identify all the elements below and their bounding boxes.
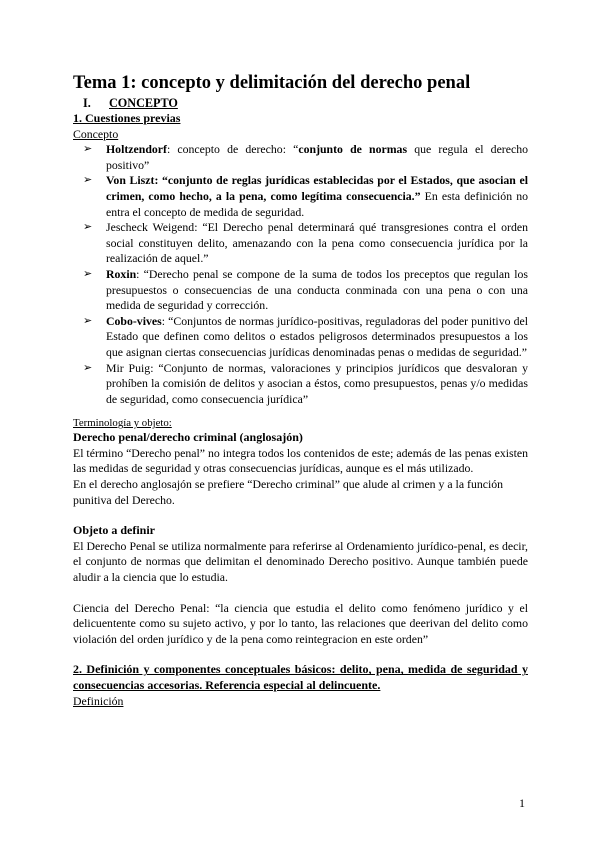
terminology-paragraph-1: El término “Derecho penal” no integra todos los contenidos de este; además de las penas existen las medidas de seguridad y otras consecuencias jurídicas, aunque es el más utilizado.: [73, 445, 529, 476]
author-name: Mir Puig: [106, 360, 151, 375]
arrow-bullet-icon: ➢: [83, 221, 93, 234]
objeto-paragraph-1: El Derecho Penal se utiliza normalmente para referirse al Ordenamiento jurídico-penal, es decir, el conjunto de normas que delimitan el denominado Derecho positivo. Aunque también puede aludir a la ciencia que lo estudia.: [73, 538, 528, 585]
quote-bold: “conjunto de reglas jurídicas establecidas por el Estados, que asocian el crimen, como hecho, a la pena, como legítima consecuencia.”: [106, 173, 528, 203]
section-numeral: I.: [83, 96, 91, 110]
author-name: Von Liszt: [106, 173, 155, 188]
list-item: [73, 220, 528, 267]
separator: : concepto de derecho: “: [166, 142, 299, 157]
definitions-list: [73, 142, 528, 407]
list-item: [73, 267, 528, 314]
quote-bold: conjunto de normas: [298, 142, 408, 157]
objeto-paragraph-2: Ciencia del Derecho Penal: “la ciencia que estudia el delito como fenómeno jurídico y el delicuentente como su sujeto activo, y por lo tanto, las relaciones que deerivan del delito como violación del orden jurídico y de la pena como reintegracion en este orden”: [73, 600, 528, 646]
page-title: Tema 1: concepto y delimitación del derecho penal: [73, 73, 471, 93]
spacer: [73, 508, 528, 523]
terminology-heading: Derecho penal/derecho criminal (anglosajón): [73, 430, 303, 445]
list-item: [73, 361, 528, 408]
separator: : “: [136, 266, 149, 281]
quote-text: En esta definición no entra el concepto de medida de seguridad.: [106, 188, 528, 219]
terminology-label: Terminología y objeto:: [73, 417, 172, 430]
arrow-bullet-icon: ➢: [83, 174, 93, 187]
terminology-paragraph-2: En el derecho anglosajón se prefiere “Derecho criminal” que alude al crimen y a la función punitiva del Derecho.: [73, 477, 504, 507]
separator: : “: [194, 220, 208, 235]
definicion-label: Definición: [73, 693, 124, 708]
list-item: [73, 142, 528, 173]
subsection-heading-definicion: 2. Definición y componentes conceptuales básicos: delito, pena, medida de seguridad y consecuencias accesorias. Referencia especial al delincuente.: [73, 662, 528, 692]
author-name: Jescheck Weigend: [106, 220, 195, 235]
author-name: Roxin: [106, 266, 137, 281]
list-item: [73, 314, 528, 361]
section-heading-concepto: [83, 96, 528, 111]
spacer: [73, 407, 528, 416]
separator: :: [154, 173, 163, 188]
author-name: Cobo-vives: [106, 313, 162, 328]
quote-text: que regula el derecho positivo”: [106, 142, 529, 172]
subsection-heading-cuestiones-previas: 1. Cuestiones previas: [73, 111, 181, 125]
quote-text: Conjuntos de normas jurídico-positivas, reguladoras del poder punitivo del Estado que definen como delitos o estados peligrosos determinados presupuestos a los que asignan ciertas consecuencias jurídicas denominadas penas o medidas de seguridad.”: [106, 313, 528, 359]
arrow-bullet-icon: ➢: [83, 267, 93, 280]
quote-text: El Derecho penal determinará qué transgresiones contra el orden social constituyen delito, amenazando con la pena como consecuencia jurídica por la realización de aquel.”: [106, 220, 528, 266]
concepto-label: Concepto: [73, 126, 119, 141]
arrow-bullet-icon: ➢: [83, 314, 93, 327]
spacer: [73, 586, 528, 601]
page-number: 1: [519, 796, 525, 810]
quote-text: Conjunto de normas, valoraciones y principios jurídicos que desvaloran y prohíben la comisión de delitos y asocian a éstos, como presupuestos, penas y/o medidas de seguridad, como consecuencia jurídica”: [106, 360, 528, 406]
separator: : “: [150, 360, 164, 375]
arrow-bullet-icon: ➢: [83, 361, 93, 374]
quote-text: Derecho penal se compone de la suma de todos los preceptos que regulan los presupuestos o consecuencias de una conducta conminada con una pena o con una medida de seguridad y corrección.: [106, 266, 528, 313]
author-name: Holtzendorf: [106, 142, 167, 157]
separator: : “: [161, 313, 174, 328]
arrow-bullet-icon: ➢: [83, 143, 93, 156]
list-item: [73, 173, 528, 220]
section-label: CONCEPTO: [109, 96, 178, 110]
spacer: [73, 647, 528, 662]
objeto-heading: Objeto a definir: [73, 523, 155, 538]
document-content: [73, 72, 528, 709]
